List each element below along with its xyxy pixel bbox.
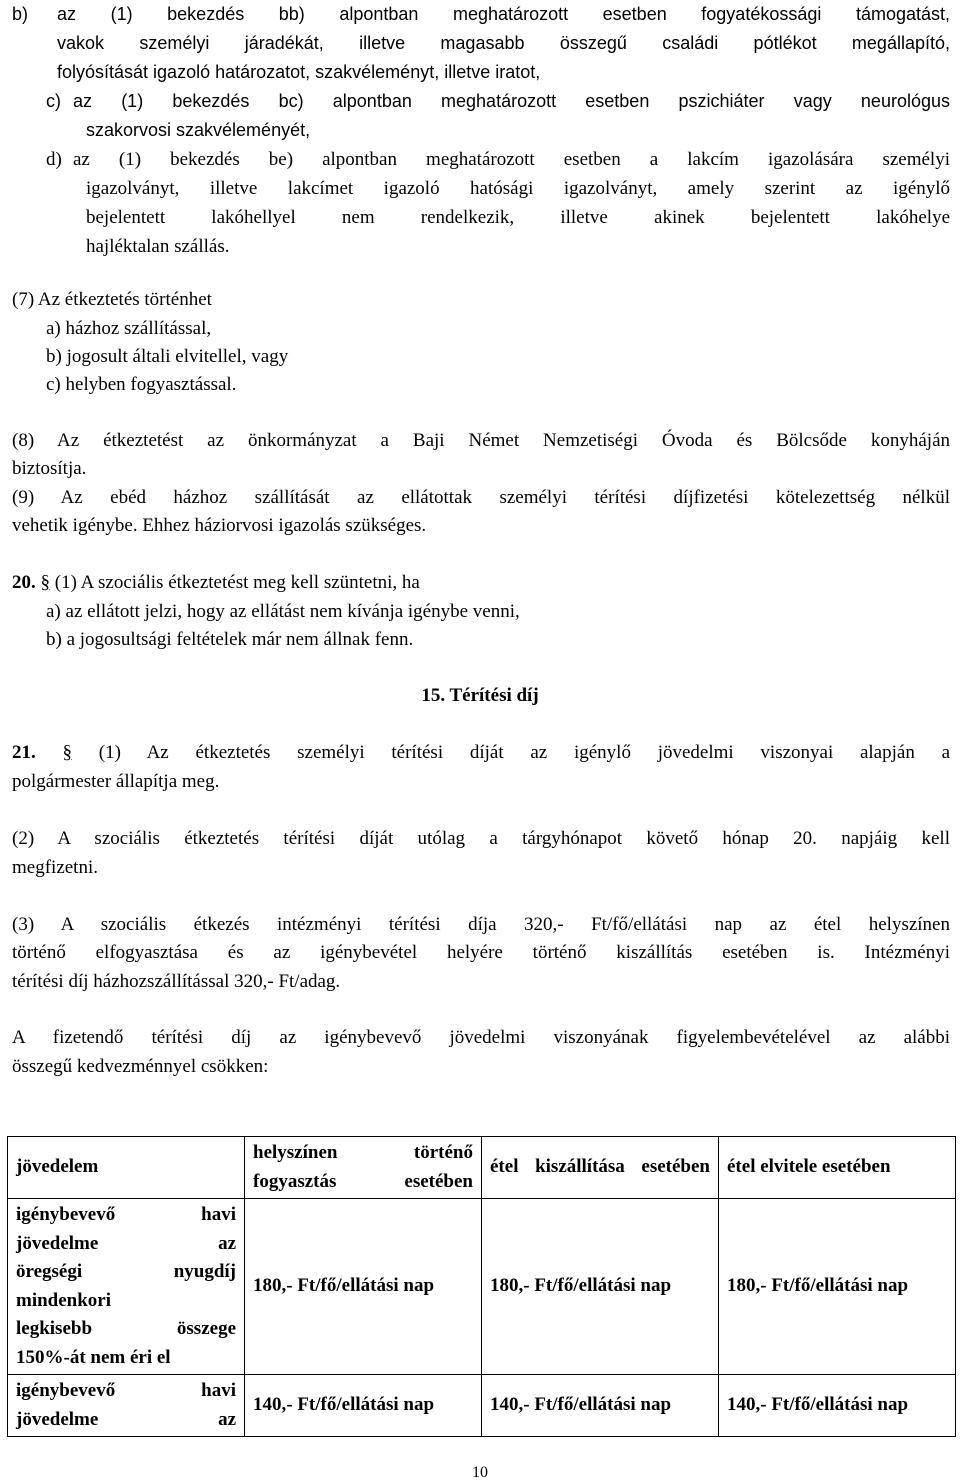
para-7-c: c) helyben fogyasztással. [46,374,237,395]
row1-onsite-text: 180,- Ft/fő/ellátási nap [253,1275,435,1297]
item-d-line2: igazolványt, illetve lakcímet igazoló hatósági igazolványt, amely szerint az igénylő [86,178,950,199]
row2-onsite-text: 140,- Ft/fő/ellátási nap [253,1394,435,1416]
row2-takeaway-text: 140,- Ft/fő/ellátási nap [727,1394,909,1416]
item-d-prefix: d) [46,149,62,170]
header-delivery-text: étel kiszállítása esetében [490,1156,710,1178]
row2-onsite [245,1375,482,1437]
table-row [8,1375,956,1437]
discount-line1: A fizetendő térítési díj az igénybevevő jövedelmi viszonyának figyelembevételével az alábbi [12,1027,950,1048]
item-b-line1: az (1) bekezdés bb) alpontban meghatározott esetben fogyatékossági támogatást, [57,4,950,24]
item-c-line1: az (1) bekezdés bc) alpontban meghatározott esetben pszichiáter vagy neurológus [73,91,950,111]
section-20-a: a) az ellátott jelzi, hogy az ellátást nem kívánja igénybe venni, [46,601,520,622]
section-21-number: 21. [12,742,36,763]
row1-income-line: legkisebb összege [16,1318,236,1339]
header-takeaway: étel elvitele esetében [719,1137,956,1199]
row1-income-line: mindenkori [16,1289,112,1311]
item-b-line3: folyósítását igazoló határozatot, szakvéleményt, illetve iratot, [57,62,541,82]
row1-takeaway-text: 180,- Ft/fő/ellátási nap [727,1275,909,1297]
table-header-row [8,1137,956,1199]
row2-income-line: igénybevevő havi [16,1380,236,1401]
row2-delivery [482,1375,719,1437]
section-21-mark: § [62,742,72,763]
row1-takeaway [719,1199,956,1375]
row1-income-line: 150%-át nem éri el [16,1346,171,1368]
section-21-text: (1) Az étkeztetés személyi térítési díját az igénylő jövedelmi viszonyai alapján a [72,742,951,763]
row2-income [8,1375,245,1437]
para-7-intro: (7) Az étkeztetés történhet [12,289,212,310]
item-c-line2: szakorvosi szakvéleményét, [86,120,311,140]
item-c-prefix: c) [46,91,61,111]
section-20-text: (1) A szociális étkeztetést meg kell szüntetni, ha [50,572,420,593]
row1-income-line: igénybevevő havi [16,1204,236,1225]
header-delivery [482,1137,719,1199]
row1-delivery [482,1199,719,1375]
item-d-line4: hajléktalan szállás. [86,236,230,257]
section-21-line1 [12,738,950,767]
section-21-p3-line1: (3) A szociális étkezés intézményi térítési díja 320,- Ft/fő/ellátási nap az étel helyszínen [12,914,950,935]
page-number: 10 [472,1464,488,1481]
section-20-number: 20. [12,572,36,593]
row1-onsite [245,1199,482,1375]
item-b-line2: vakok személyi járadékát, illetve magasabb összegű családi pótlékot megállapító, [57,33,950,53]
item-b-prefix: b) [12,4,29,24]
row1-income [8,1199,245,1375]
section-21-line2: polgármester állapítja meg. [12,771,220,792]
discount-line2: összegű kedvezménnyel csökken: [12,1056,269,1077]
row2-income-line: jövedelme az [16,1408,236,1430]
row2-delivery-text: 140,- Ft/fő/ellátási nap [490,1394,672,1416]
section-20-b: b) a jogosultsági feltételek már nem állnak fenn. [46,629,414,650]
para-7-a: a) házhoz szállítással, [46,318,212,339]
section-20-line [12,568,420,597]
para-8-line1: (8) Az étkeztetést az önkormányzat a Baji Német Nemzetiségi Óvoda és Bölcsőde konyháján [12,430,950,451]
row2-takeaway [719,1375,956,1437]
section-21-p3-line2: történő elfogyasztása és az igénybevétel helyére történő kiszállítás esetében is. Intézményi [12,942,950,963]
section-21-p3-line3: térítési díj házhozszállítással 320,- Ft/adag. [12,971,341,992]
section-21-p2-line1: (2) A szociális étkeztetés térítési díját utólag a tárgyhónapot követő hónap 20. napjáig kell [12,828,950,849]
row1-delivery-text: 180,- Ft/fő/ellátási nap [490,1275,672,1297]
para-7-b: b) jogosult általi elvitellel, vagy [46,346,289,367]
item-d-line1: az (1) bekezdés be) alpontban meghatározott esetben a lakcím igazolására személyi [73,149,950,170]
para-8-line2: biztosítja. [12,458,87,479]
heading-15: 15. Térítési díj [421,685,539,706]
para-9-line2: vehetik igénybe. Ehhez háziorvosi igazolás szükséges. [12,515,427,536]
table-row [8,1199,956,1375]
row1-income-line: jövedelme az [16,1232,236,1254]
row1-income-line: öregségi nyugdíj [16,1261,236,1282]
header-income: jövedelem [8,1137,245,1199]
item-d-line3: bejelentett lakóhellyel nem rendelkezik, illetve akinek bejelentett lakóhelye [86,207,950,228]
para-9-line1: (9) Az ebéd házhoz szállítását az ellátottak személyi térítési díjfizetési kötelezettség nélkül [12,487,950,508]
section-20-mark: § [40,572,50,593]
header-onsite [245,1137,482,1199]
header-onsite-text: helyszínen történő fogyasztás esetében [253,1142,473,1192]
tariff-table [7,1136,956,1437]
section-21-p2-line2: megfizetni. [12,857,98,878]
